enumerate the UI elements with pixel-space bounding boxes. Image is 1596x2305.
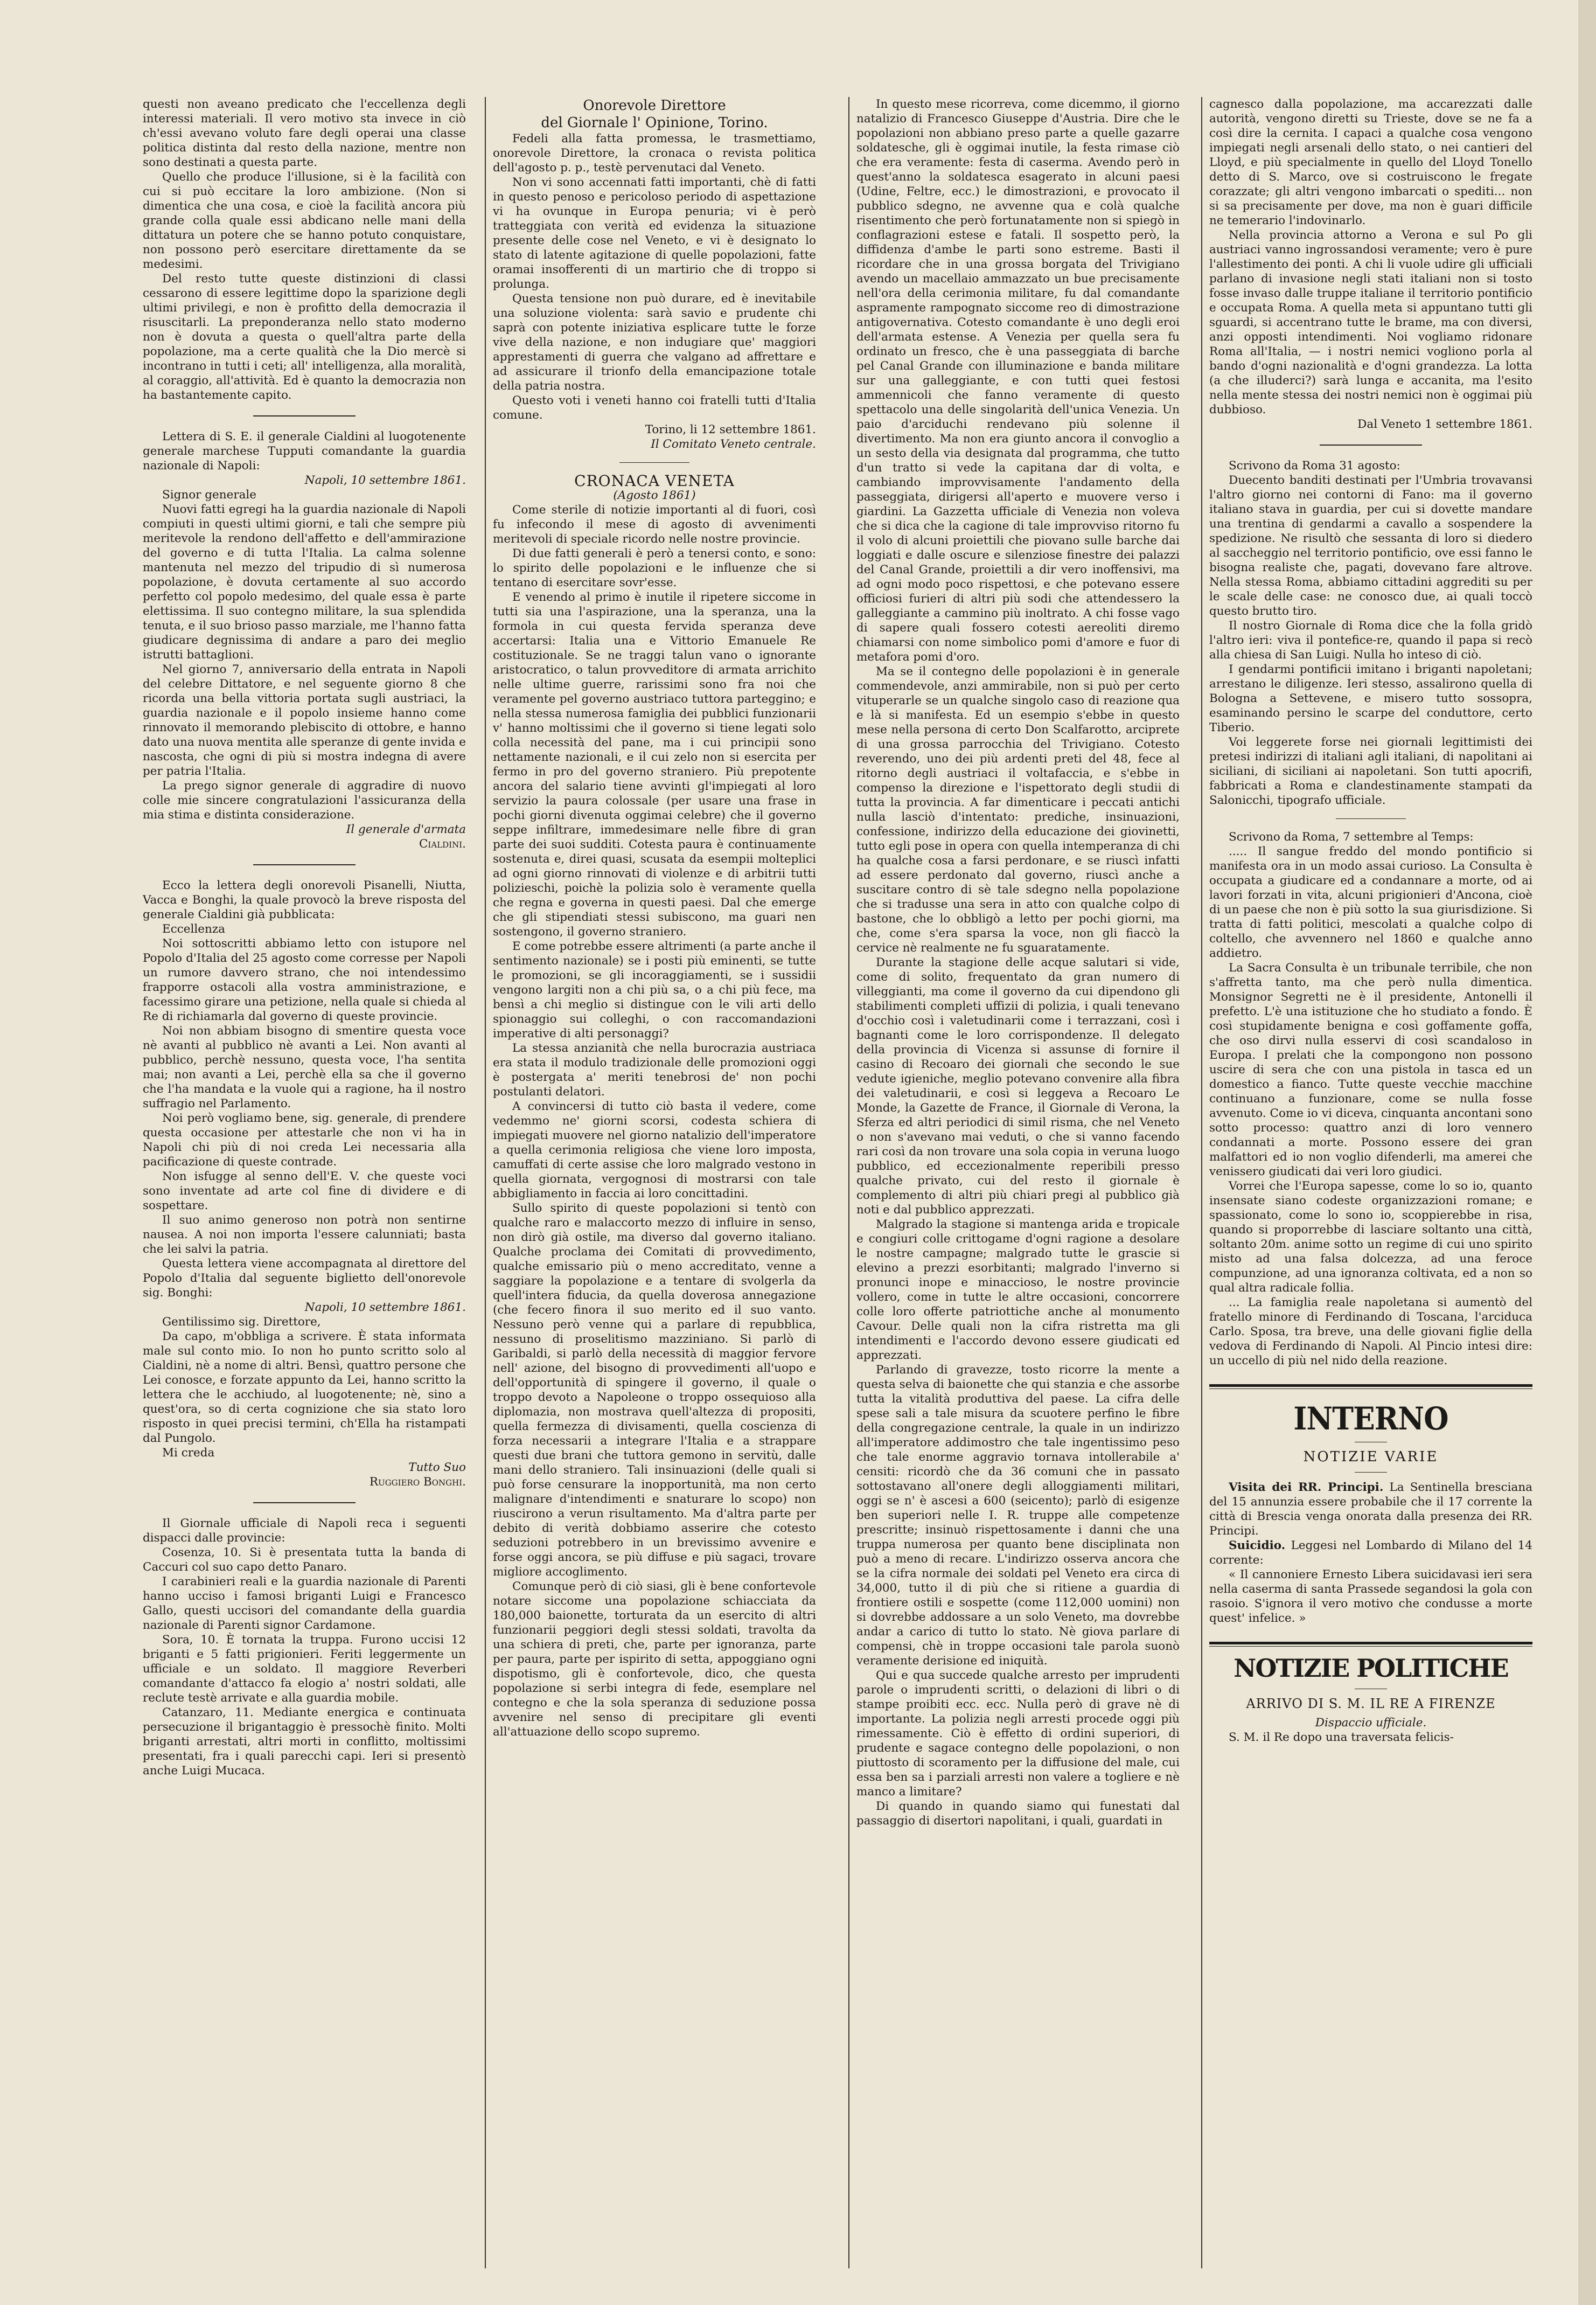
- article-intro: Ecco la lettera degli onorevoli Pisanelli, Niutta, Vacca e Bonghi, la quale provocò la breve risposta del generale Cialdini già pubblicata:: [143, 879, 466, 921]
- section-title-interno: INTERNO: [1293, 1400, 1448, 1437]
- column-rule: [848, 97, 849, 2268]
- section-separator: [1355, 1472, 1387, 1473]
- paragraph: Qui e qua succede qualche arresto per imprudenti parole o imprudenti scritti, o delazioni di libri o di stampe proibiti ecc. ecc. Nulla però di grave nè di importante. La polizia negli arresti procede oggi più rimessamente. Ciò è effetto di ordini superiori, di prudente e sagace contegno delle popolazioni, o non piuttosto di scoramento per la diffusione del male, cui essa ben sa i parziali arresti non valere a togliere e nè manco a limitare?: [856, 1669, 1180, 1799]
- news-text: La Sentinella bresciana del 15 annunzia essere probabile che il 17 corrente la città di Brescia venga onorata dalla presenza dei RR. Principi.: [1209, 1481, 1532, 1538]
- section-subtitle: (Agosto 1861): [613, 489, 696, 502]
- section-title-politiche: NOTIZIE POLITICHE: [1233, 1654, 1508, 1683]
- column-rule: [1201, 97, 1202, 2268]
- column-rule: [485, 97, 486, 2268]
- heavy-rule: [1209, 1642, 1532, 1647]
- subsection-title: NOTIZIE VARIE: [1303, 1449, 1439, 1465]
- paragraph: Fedeli alla fatta promessa, le trasmettiamo, onorevole Direttore, la cronaca o revista politica dell'agosto p. p., testè pervenutaci dal Veneto.: [493, 132, 816, 175]
- paragraph: Questo voti i veneti hanno coi fratelli tutti d'Italia comune.: [493, 394, 816, 422]
- section-separator: [1320, 445, 1422, 446]
- paragraph: Noi però vogliamo bene, sig. generale, di prendere questa occasione per attestarle che non vi ha in Napoli chi più di noi creda Lei necessaria alla pacificazione di queste contrade.: [143, 1112, 466, 1169]
- paragraph: Noi non abbiam bisogno di smentire questa voce nè avanti al pubblico nè avanti a Lei. Non avanti al pubblico, perchè nessuno, questa voce, l'ha sentita mai; non avanti a Lei, perchè ella sa che il governo che l'ha mandata e la vuole qui a ragione, ha il nostro suffragio nel Parlamento.: [143, 1024, 466, 1110]
- paragraph: Non vi sono accennati fatti importanti, chè di fatti in questo penoso e pericoloso periodo di aspettazione vi ha ovunque in Europa penuria; vi è però tratteggiata con verità ed evidenza la situazione presente delle cose nel Veneto, e vi è designato lo stato di latente agitazione di quelle popolazioni, fatte oramai insofferenti di un martirio che di troppo si prolunga.: [493, 176, 816, 291]
- section-separator: [619, 462, 689, 463]
- dispatch-label: Dispaccio ufficiale.: [1315, 1716, 1427, 1730]
- section-title: CRONACA VENETA: [574, 472, 735, 490]
- column-4: [1209, 97, 1532, 2258]
- subsection-title: ARRIVO DI S. M. IL RE A FIRENZE: [1246, 1696, 1496, 1711]
- paragraph: Quello che produce l'illusione, si è la facilità con cui si può eccitare la loro ambizione. (Non si dimentica che una cosa, e cioè la facilità ancora più grande colla quale essi abdicano nelle mani della dittatura un potere che se hanno potuto conquistare, non possono però esercitare direttamente da se medesimi.: [143, 170, 466, 271]
- paragraph: Non isfugge al senno dell'E. V. che queste voci sono inventate ad arte col fine di dividere e di sospettare.: [143, 1170, 466, 1212]
- paragraph: La Sacra Consulta è un tribunale terribile, che non s'affretta tanto, ma che però nulla dimentica. Monsignor Segretti ne è il presidente, Antonelli il prefetto. L'è una istituzione che ho studiato a fondo. È così stupidamente benigna e così goffamente goffa, che oso dirvi nulla esservi di così scandaloso in Europa. I prelati che la compongono non possono uscire di sera che con una pistola in tasca ed un domestico a fianco. Tutte queste vecchie macchine continuano a funzionare, come se nulla fosse avvenuto. Come io vi diceva, cinquanta ancontani sono sotto processo: quattro anzi di loro vennero condannati a morte. Possono essere dei gran malfattori ed io non voglio difenderli, ma amerei che venissero giudicati dai veri loro giudici.: [1209, 961, 1532, 1178]
- column-1: [143, 97, 466, 2258]
- paragraph: Cosenza, 10. Si è presentata tutta la banda di Caccuri col suo capo detto Panaro.: [143, 1546, 466, 1574]
- paragraph: Come sterile di notizie importanti al di fuori, così fu infecondo il mese di agosto di avvenimenti meritevoli di speciale ricordo nelle nostre provincie.: [493, 503, 816, 546]
- paragraph: In questo mese ricorreva, come dicemmo, il giorno natalizio di Francesco Giuseppe d'Austria. Dire che le popolazioni non abbiano preso parte a quelle gazarre soldatesche, gli è oggimai inutile, la festa rimase ciò che era veramente: festa di caserma. Avendo però in quest'anno la soldatesca esagerato in alcuni paesi (Udine, Feltre, ecc.) le dimostrazioni, e provocato il pubblico sdegno, ne avvenne qua e colà qualche risentimento che però fortunatamente non si spiegò in conflagrazioni estese e fatali. Il sospetto però, la diffidenza d'ambe le parti sono estreme. Basti il ricordare che in una grossa borgata del Trivigiano avendo un macellaio ammazzato un bue precisamente nell'ora della cerimonia militare, fu dal comandante aspramente rampognato siccome reo di dimostrazione antigovernativa. Cotesto comandante è uno degli eroi dell'armata estense. A Venezia per quella sera fu ordinato un fresco, che è una passeggiata di barche pel Canal Grande con illuminazione e banda militare sur una galleggiante, e con tutti quei festosi ammennicoli che fanno veramente di questo spettacolo una delle singolarità dell'unica Venezia. Un paio d'arciduchi rendevano più solenne il divertimento. Ma non era giunto ancora il convoglio a un sesto della via designata dal programma, che tutto d'un tratto si vede la capitana dar di volta, e cambiando improvvisamente l'andamento della passeggiata, dirigersi all'aperto e muovere verso i giardini. La Gazzetta ufficiale di Venezia non voleva che si dica che la cagione di tale improvviso ritorno fu il volo di alcuni proiettili che piovano sulle barche dai loggiati e dalle oscure e silenziose finestre dei palazzi del Canal Grande, proiettili a dir vero inoffensivi, ma ad ogni modo poco rispettosi, e che potevano essere officiosi furieri di altri più sodi che attendessero la galleggiante a cammino più inoltrato. A chi fosse vago di sapere quali fossero cotesti aereoliti diremo chiamarsi con nome simbolico pomi d'amore e fuor di metafora pomi d'oro.: [856, 98, 1180, 664]
- letter-heading-sub: del Giornale l' Opinione, Torino.: [541, 115, 768, 131]
- news-text: Leggesi nel Lombardo di Milano del 14 corrente:: [1209, 1539, 1532, 1567]
- column-2: [493, 97, 816, 2258]
- dateline: Napoli, 10 settembre 1861.: [304, 1301, 466, 1314]
- paragraph: Sora, 10. È tornata la truppa. Furono uccisi 12 briganti e 5 fatti prigionieri. Feriti leggermente un ufficiale e un soldato. Il maggiore Reverberi comandante d'attacco fa elogio a' nostri soldati, alle reclute testè arrivate e alla guardia mobile.: [143, 1633, 466, 1705]
- signature-title: Il generale d'armata: [346, 823, 466, 836]
- paragraph: E come potrebbe essere altrimenti (a parte anche il sentimento nazionale) se i posti più eminenti, se tutte le promozioni, se gli incoraggiamenti, se i sussidii vengono largiti non a chi più sa, o a chi più fece, ma bensì a chi meglio si distingue con le vili arti dello spionaggio sui colleghi, o con raccomandazioni imperative di alti personaggi?: [493, 940, 816, 1040]
- section-separator: [253, 1502, 356, 1503]
- paragraph: Nella provincia attorno a Verona e sul Po gli austriaci vanno ingrossandosi veramente; vero è pure l'allestimento dei ponti. A chi li vuole udire gli ufficiali parlano di invasione negli stati italiani non si tosto fosse invaso dalle truppe italiane il territorio pontificio e occupata Roma. A quella meta si appuntano tutti gli sguardi, si accentrano tutte le brame, ma con diversi, anzi opposti intendimenti. Noi vogliamo ridonare Roma all'Italia, — i nostri nemici vogliono porla al bando d'ogni nazionalità e d'ogni grandezza. La lotta (a che illuderci?) sarà lunga e accanita, ma l'esito nella mente stessa dei nostri nemici non è oggimai più dubbioso.: [1209, 228, 1532, 416]
- paragraph: Ma se il contegno delle popolazioni è in generale commendevole, anzi ammirabile, non si può per certo vituperarle se un qualche singolo caso di reazione qua e là si manifesta. Ed un esempio s'ebbe in questo mese nella persona di certo Don Scalfarotto, arciprete di una grossa parrocchia del Trivigiano. Cotesto reverendo, uno dei più ardenti preti del 48, fece al ritorno degli austriaci il voltafaccia, e s'ebbe in compenso la direzione e l'ispettorato degli studii di tutta la provincia. A far dimenticare i peccati antichi nulla lasciò d'intentato: prediche, insinuazioni, confessione, indirizzo della educazione dei giovinetti, tutto egli pose in opera con quella intemperanza di chi ha qualche cosa a farsi perdonare, e se riuscì infatti ad essere perdonato dal governo, riuscì anche a suscitare contro di sè tale sdegno nella popolazione che si tradusse una sera in atto con qualche colpo di bastone, che lo obbligò a letto per pochi giorni, ma che, come s'era sparsa la voce, non gli fiaccò la cervice nè realmente ne fu sguaratamente.: [856, 665, 1180, 955]
- paragraph: La prego signor generale di aggradire di nuovo colle mie sincere congratulazioni l'assicuranza della mia stima e distinta considerazione.: [143, 779, 466, 822]
- paragraph: Voi leggerete forse nei giornali legittimisti dei pretesi indirizzi di italiani agli italiani, di napolitani ai siciliani, di siciliani ai napoletani. Son tutti apocrifi, fabbricati a Roma e clandestinamente stampati da Salonicchi, tipografo ufficiale.: [1209, 735, 1532, 807]
- paragraph: Malgrado la stagione si mantenga arida e tropicale e congiuri colle crittogame d'ogni ragione a desolare le nostre campagne; malgrado tutte le grascie si elevino a prezzi esorbitanti; malgrado l'inverno si pronunci inope e minaccioso, le nostre provincie vollero, come in tutte le altre occasioni, concorrere colle loro offerte patriottiche anche al monumento Cavour. Delle quali non la cifra ristretta ma gli intendimenti e l'accordo devono essere giudicati ed apprezzati.: [856, 1218, 1180, 1362]
- paragraph: Di due fatti generali è però a tenersi conto, e sono: lo spirito delle popolazioni e le influenze che si tentano di esercitare sovr'esse.: [493, 547, 816, 589]
- paragraph: ... La famiglia reale napoletana si aumentò del fratello minore di Ferdinando di Toscana, l'arciduca Carlo. Sposa, tra breve, una delle giovani figlie della vedova di Ferdinando di Napoli. Al Pincio intesi dire: un uccello di più nel nido della reazione.: [1209, 1296, 1532, 1367]
- paragraph: Nel giorno 7, anniversario della entrata in Napoli del celebre Dittatore, e nel seguente giorno 8 che ricorda una bella vittoria portata sugli austriaci, la guardia nazionale e il popolo insieme hanno come rinnovato il memorando plebiscito di ottobre, e hanno dato una nuova mentita alle speranze di gente invida e nascosta, che ogni di più si mostra indegna di avere per patria l'Italia.: [143, 663, 466, 778]
- paragraph: Di quando in quando siamo qui funestati dal passaggio di disertori napolitani, i quali, guardati in: [856, 1800, 1180, 1828]
- paragraph: Il nostro Giornale di Roma dice che la folla gridò l'altro ieri: viva il pontefice-re, quando il papa si recò alla chiesa di San Luigi. Nulla ho inteso di ciò.: [1209, 619, 1532, 662]
- column-3: [856, 97, 1180, 2258]
- paragraph: Questa tensione non può durare, ed è inevitabile una soluzione violenta: sarà savio e prudente chi saprà con potente iniziativa esplicare tutte le forze vive della nazione, e non indugiare que' maggiori apprestamenti di guerra che valgano ad affrettare e ad assicurare il trionfo della emancipazione totale della patria nostra.: [493, 292, 816, 393]
- paragraph: I gendarmi pontificii imitano i briganti napoletani; arrestano le diligenze. Ieri stesso, assalirono quella di Bologna a Settevene, e misero tutto sossopra, esaminando persino le scarpe del conduttore, certo Tiberio.: [1209, 663, 1532, 734]
- paragraph: E venendo al primo è inutile il ripetere siccome in tutti sia una l'aspirazione, una la speranza, una la formola in cui questa fervida speranza deve accertarsi: Italia una e Vittorio Emanuele Re costituzionale. Se ne traggi talun vano o ignorante aristocratico, o talun provveditore di armata arrichito nelle ultime guerre, rarissimi sono fra noi che veramente pel governo austriaco tuttora parteggino; e nella stessa numerosa famiglia dei pubblici funzionarii v' hanno moltissimi che il governo si tiene legati solo colla necessità del pane, ma i cui principii sono nettamente nazionali, e il cui zelo non si esercita per fermo in pro del governo straniero. Più prepotente ancora del salario tiene avvinti gl'impiegati al loro servizio la paura colossale (per usare una frase in pochi giorni divenuta oggimai celebre) che il governo seppe infiltrare, immedesimare nelle fibre di gran parte dei suoi sudditi. Cotesta paura è continuamente sostenuta e, direi quasi, scusata da esempii molteplici ad ogni giorno rinnovati di violenze e di arbitrii tutti polizieschi, poichè la polizia solo è veramente quella che regna e governa in questi paesi. Dal che emerge che gli stipendiati stessi subiscono, ma guari nen sostengono, il governo straniero.: [493, 591, 816, 939]
- paragraph: Parlando di gravezze, tosto ricorre la mente a questa selva di baionette che qui stanzia e che assorbe tutta la vitalità produttiva del paese. La cifra delle spese sali a tale misura da scuotere perfino le fibre della congregazione centrale, la quale in un indirizzo all'imperatore addimostro che tale ingentissimo peso che tale enorme aggravio tornava intollerabile a' censiti: ricordò che da 36 comuni che in passato sottostavano all'onere degli alloggiamenti militari, oggi se n' è ascesi a 600 (seicento); parlò di esigenze ben superiori nelle I. R. truppe alle competenze prescritte; insinuò rispettosamente i danni che una truppa numerosa per quanto bene disciplinata non può a meno di recare. L'indirizzo osserva ancora che se la cifra normale dei soldati pel Veneto era circa di 34,000, tutto il di più che si ritiene a guardia di frontiere ostili e sospette (come 112,000 uomini) non si dovrebbe addossare a un solo Veneto, ma dovrebbe andar a carico di tutto lo stato. Nè giova parlare di compensi, chè in troppe occasioni tale parola suonò veramente derisione ed iniquità.: [856, 1363, 1180, 1668]
- paragraph: Durante la stagione delle acque salutari si vide, come di solito, frequentato da gran numero di villeggianti, ma come il governo da cui dipendono gli stabilimenti completi uffizii di polizia, i quali tenevano d'occhio così i valetudinarii come i terrazzani, così i bagnanti come le loro corrispondenze. Il delegato della provincia di Vicenza si assunse di fornire il casino di Recoaro dei giornali che secondo le sue vedute igieniche, meglio potevano convenire alla fibra dei valetudinarii, e così si leggeva a Recoaro Le Monde, la Gazette de France, il Giornale di Verona, la Sferza ed altri periodici di simil risma, che nel Veneto o non s'avevano mai veduti, o che si vanno facendo rari così da non trovare una sola copia in veruna luogo pubblico, ed eccezionalmente reperibili presso qualche privato, cui del resto il giornale è complemento di altri più chiari pregi al pubblico già noti e dal pubblico apprezzati.: [856, 956, 1180, 1217]
- news-lead: Visita dei RR. Principi.: [1229, 1481, 1384, 1494]
- paragraph: Il suo animo generoso non potrà non sentirne nausea. A noi non importa l'essere calunniati; basta che lei salvi la patria.: [143, 1213, 466, 1256]
- article-intro: Scrivono da Roma, 7 settembre al Temps:: [1229, 830, 1474, 844]
- paragraph: A convincersi di tutto ciò basta il vedere, come vedemmo ne' giorni scorsi, codesta schiera di impiegati muovere nel giorno natalizio dell'imperatore a quella cerimonia religiosa che viene loro imposta, camuffati di certe assise che loro malgrado vestono in quella giornata, vergognosi di mostrarsi con tale abbigliamento in faccia ai loro concittadini.: [493, 1100, 816, 1200]
- quote: « Il cannoniere Ernesto Libera suicidavasi ieri sera nella caserma di santa Prassede segandosi la gola con rasoio. S'ignora il vero motivo che condusse a morte quest' infelice. »: [1209, 1568, 1532, 1625]
- paragraph: Duecento banditi destinati per l'Umbria trovavansi l'altro giorno nei contorni di Fano: ma il governo italiano stava in guardia, per cui si dovette mandare una trentina di gendarmi a cavallo a sospendere la spedizione. Ne risultò che sessanta di loro si diedero al saccheggio nel territorio pontificio, ove essi fanno le bisogna realiste che, pagati, dovevano fare altrove. Nella stessa Roma, abbiamo cittadini aggrediti su per le scale delle case: ne conosco due, ai quali toccò questo brutto tiro.: [1209, 474, 1532, 618]
- salutation: Gentilissimo sig. Direttore,: [162, 1315, 321, 1329]
- paragraph: I carabinieri reali e la guardia nazionale di Parenti hanno ucciso i famosi briganti Luigi e Francesco Gallo, questi uccisori del comandante della guardia nazionale di Parenti signor Cardamone.: [143, 1575, 466, 1632]
- news-lead: Suicidio.: [1229, 1539, 1286, 1552]
- signature: Il Comitato Veneto centrale.: [651, 438, 816, 451]
- dateline: Napoli, 10 settembre 1861.: [304, 474, 466, 487]
- dateline: Dal Veneto 1 settembre 1861.: [1357, 418, 1532, 431]
- salutation: Eccellenza: [162, 922, 225, 936]
- paragraph: Noi sottoscritti abbiamo letto con istupore nel Popolo d'Italia del 25 agosto come corresse per Napoli un rumore davvero strano, che noi intendessimo frapporre ostacoli alla vostra amministrazione, e facessimo girare una petizione, nella quale si chieda al Re di richiamarla dal governo di queste provincie.: [143, 937, 466, 1023]
- paragraph: Nuovi fatti egregi ha la guardia nazionale di Napoli compiuti in questi ultimi giorni, e tali che sempre più meritevole la rendono dell'affetto e dell'ammirazione del governo e di tutta l'Italia. La calma solenne mantenuta nel mezzo del tripudio di sì numerosa popolazione, è dovuta certamente al suo accordo perfetto col popolo medesimo, del quale essa è parte elettissima. Il suo contegno militare, la sua splendida tenuta, e il suo brioso passo marziale, me l'hanno fatta giudicare degnissima di andare a paro dei meglio istrutti battaglioni.: [143, 503, 466, 662]
- closing: Mi creda: [162, 1446, 215, 1460]
- paragraph: Del resto tutte queste distinzioni di classi cessarono di essere legittime dopo la sparizione degli ultimi privilegi, e non è profitto della democrazia il risuscitarli. La preponderanza nello stato moderno non è dovuta a questa o quell'altra parte della popolazione, ma a certe qualità che la Dio mercè si incontrano in tutti i ceti; all' intelligenza, alla moralità, al coraggio, all'attività. Ed è quanto la democrazia non ha bastantemente capito.: [143, 272, 466, 402]
- section-separator: [253, 415, 356, 416]
- paragraph: Vorrei che l'Europa sapesse, come lo so io, quanto insensate siano codeste organizzazioni romane; e spassionato, come lo sono io, scoppierebbe in risa, quando si proporrebbe di lasciare soltanto una città, soltanto 20m. anime sotto un regime di cui uno spirito misto ad una falsa dolcezza, ad una feroce compunzione, ad una ignoranza coltivata, ed a non so qual altra radicale follia.: [1209, 1179, 1532, 1295]
- paragraph: La stessa anzianità che nella burocrazia austriaca era stata il modulo tradizionale delle promozioni oggi è postergata a' meriti tenebrosi de' non pochi postulanti delatori.: [493, 1042, 816, 1099]
- page-edge: [1578, 0, 1596, 2305]
- signature: Ruggiero Bonghi.: [369, 1475, 466, 1489]
- article-intro: Il Giornale ufficiale di Napoli reca i seguenti dispacci dalle provincie:: [143, 1517, 466, 1545]
- paragraph: Sullo spirito di queste popolazioni si tentò con qualche raro e malaccorto mezzo di influire in senso, non dirò già ostile, ma diverso dal governo italiano. Qualche proclama dei Comitati di provvedimento, qualche emissario più o meno accreditato, venne a saggiare la popolazione e a tentare di svolgerla da quell'intera fiducia, da quella doverosa annegazione (che fecero finora il suo merito ed il suo vanto. Nessuno però venne qui a parlare di repubblica, nessuno di proselitismo mazziniano. Si parlò di Garibaldi, si parlò della necessità di maggior fervore nell' azione, del bisogno di provvedimenti all'uopo e dell'opportunità di spingere il governo, il quale o troppo devoto a Napoleone o troppo ossequioso alla diplomazia, non mostrava quell'altezza di propositi, quella fermezza di divisamenti, quella coscienza di forza necessarii a integrare l'Italia e a strappare questi due brani che tuttora gemono in servitù, dalle mani dello straniero. Tali insinuazioni (delle quali si può forse censurare la inopportunità, ma non certo malignare d'intendimenti e snaturare lo scopo) non riuscirono a verun risultamento. Ma d'altra parte per debito di verità dobbiamo asserire che cotesto seduzioni potrebbero in un brevissimo avvenire e forse oggi ancora, se più diffuse e più sagaci, trovare migliore accoglimento.: [493, 1202, 816, 1579]
- paragraph: Questa lettera viene accompagnata al direttore del Popolo d'Italia dal seguente biglietto dell'onorevole sig. Bonghi:: [143, 1257, 466, 1300]
- paragraph: questi non aveano predicato che l'eccellenza degli interessi materiali. Il vero motivo sta invece in ciò ch'essi avevano voluto fare degli operai una classe politica distinta dal resto della nazione, mentre non sono destinati a questa parte.: [143, 98, 466, 169]
- section-separator: [1336, 818, 1406, 819]
- paragraph: Da capo, m'obbliga a scrivere. È stata informata male sul conto mio. Io non ho punto scritto solo al Cialdini, nè a nome di altri. Bensì, quattro persone che Lei conosce, e forzate appunto da Lei, hanno scritto la lettera che le acchiudo, al luogotenente; nè, sino a quest'ora, so di certa cognizione che sia stato loro risposto in quei precisi termini, ch'Ella ha ristampati dal Pungolo.: [143, 1330, 466, 1445]
- paragraph: cagnesco dalla popolazione, ma accarezzati dalle autorità, vengono diretti su Trieste, dove se ne fa a così dire la cernita. I capaci a qualche cosa vengono impiegati negli arsenali dello stato, o nei cantieri del Lloyd, e più specialmente in quello del Lloyd Tonello detto di S. Marco, ove si costruiscono le fregate corazzate; gli altri vengono imbarcati o spediti... non si sa precisamente per dove, ma non è guari difficile ne temerario l'indovinarlo.: [1209, 98, 1532, 227]
- paragraph: Catanzaro, 11. Mediante energica e continuata persecuzione il brigantaggio è pressochè finito. Molti briganti arrestati, altri morti in conflitto, moltissimi presentati, fra i quali parecchi capi. Ieri si presentò anche Luigi Mucaca.: [143, 1706, 466, 1778]
- dateline: Torino, li 12 settembre 1861.: [645, 423, 816, 436]
- section-separator: [253, 864, 356, 865]
- article-intro: Scrivono da Roma 31 agosto:: [1229, 459, 1400, 473]
- article-intro: Lettera di S. E. il generale Cialdini al luogotenente generale marchese Tupputi comandante la guardia nazionale di Napoli:: [143, 430, 466, 473]
- paragraph: S. M. il Re dopo una traversata felicis-: [1229, 1731, 1454, 1744]
- signature: Cialdini.: [419, 837, 466, 851]
- salutation: Signor generale: [162, 488, 257, 502]
- signature-title: Tutto Suo: [408, 1461, 466, 1474]
- heavy-rule: [1209, 1384, 1532, 1389]
- paragraph: ..... Il sangue freddo del mondo pontificio si manifesta ora in un modo assai curioso. La Consulta è occupata a giudicare ed a condannare a morte, od ai lavori forzati in vita, alcuni prigionieri d'Ancona, cioè di un paese che non è più sotto la sua giurisdizione. Si tratta di fatti politici, mescolati a qualche colpo di coltello, che avvennero nel 1860 e qualche anno addietro.: [1209, 845, 1532, 960]
- letter-heading: Onorevole Direttore: [583, 98, 726, 114]
- paragraph: Comunque però di ciò siasi, gli è bene confortevole notare siccome una popolazione schiacciata da 180,000 baionette, torturata da un esercito di altri funzionarii peggiori degli stessi soldati, travolta da una schiera di preti, che, parte per ignoranza, parte per paura, parte per ispirito di setta, appoggiano ogni dispotismo, gli è confortevole, dico, che questa popolazione si serbi integra di fede, esemplare nel contegno e che la sola speranza di seduzione possa avvenire nel senso di precipitare gli eventi all'attuazione dello scopo supremo.: [493, 1580, 816, 1739]
